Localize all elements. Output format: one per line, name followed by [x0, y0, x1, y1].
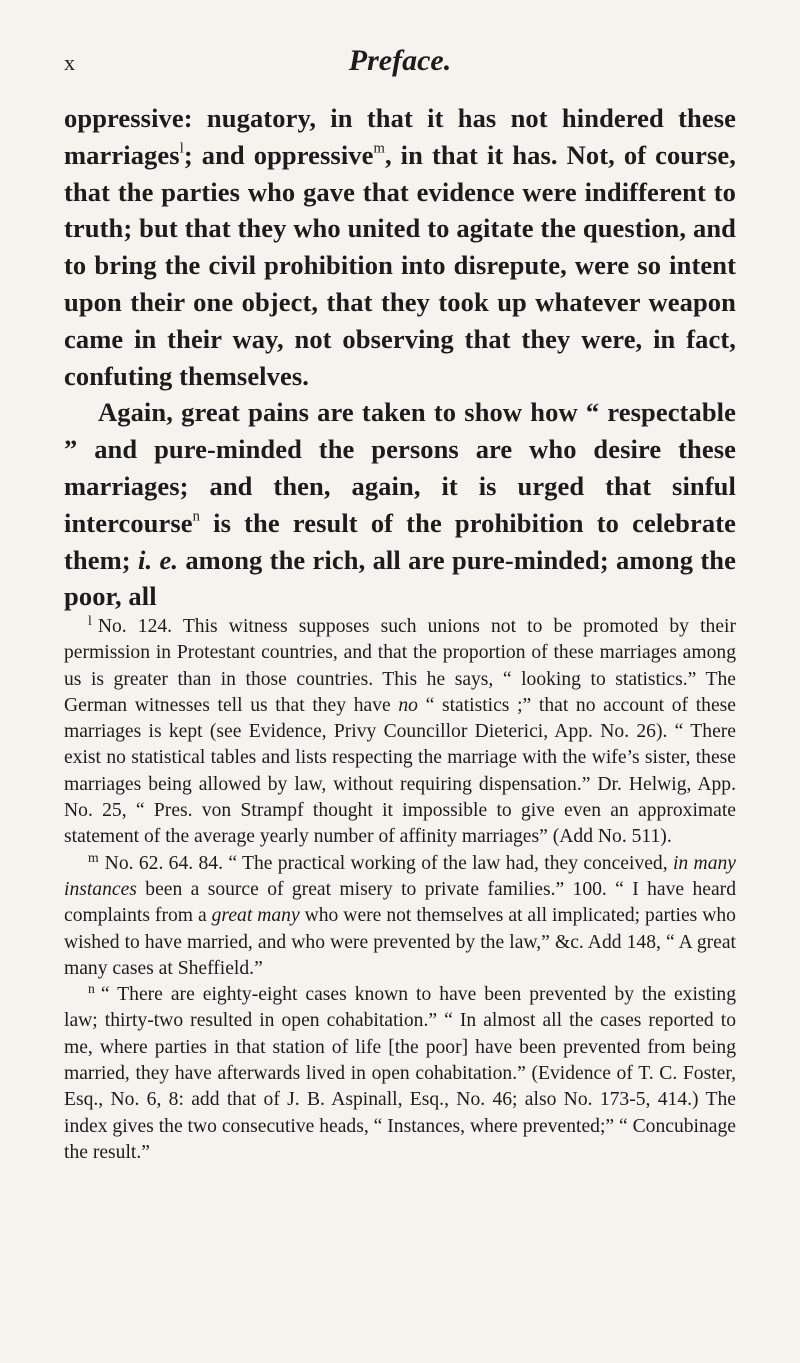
footnote-ref-n: n: [192, 508, 201, 525]
footnote-ref-l: l: [179, 140, 184, 157]
footnote-n: $^n$ “ There are eighty-eight cases known to have been prevented by the existing law; thirty-two resulted in open cohabitation.” “ In almost all the cases reported to me, where parties in that station of life [the poor] have been prevented from being married, they have afterwards lived in open cohabitation.” (Evidence of T. C. Foster, Esq., No. 6, 8: add that of J. B. Aspinall, Esq., No. 46; also No. 173-5, 414.) The index gives the two consecutive heads, “ Instances, where prevented;” “ Concubinage the result.”: [64, 981, 736, 1163]
footnote-ref-m: m: [373, 140, 385, 157]
paragraph-2: Again, great pains are taken to show how “ respectable ” and pure-minded the persons are who desire these marriages; and then, again, it is urged that sinful intercourse$^n$ is the result of the prohibition to celebrate them; i. e. among the rich, all are pure-minded; among the poor, all: [64, 397, 736, 612]
footnote-m: $^m$ No. 62. 64. 84. “ The practical working of the law had, they conceived, in many instances been a source of great misery to private families.” 100. “ I have heard complaints from a great many who were not themselves at all implicated; parties who wished to have married, and who were prevented by the law,” &c. Add 148, “ A great many cases at Sheffield.”: [64, 849, 736, 979]
footnote-marker: n: [88, 981, 95, 997]
page-number: x: [64, 50, 76, 75]
running-title: Preface.: [348, 44, 452, 77]
footnote-marker: l: [88, 613, 92, 629]
main-text: [64, 100, 736, 615]
footnotes: [64, 614, 736, 1166]
page-header: [64, 44, 736, 80]
footnote-l: $^l$ No. 124. This witness supposes such unions not to be promoted by their permission in Protestant countries, and that the proportion of these marriages among us is greater than in those countries. This he says, “ looking to statistics.” The German witnesses tell us that they have no “ statistics ;” that no account of these marriages is kept (see Evidence, Privy Councillor Dieterici, App. No. 26). “ There exist no statistical tables and lists respecting the marriage with the wife’s sister, these marriages being allowed by law, without requiring dispensation.” Dr. Helwig, App. No. 25, “ Pres. von Strampf thought it impossible to give even an approximate statement of the average yearly number of affinity marriages” (Add No. 511).: [64, 613, 736, 848]
footnote-marker: m: [88, 849, 99, 865]
paragraph-1: oppressive: nugatory, in that it has not hindered these marriages$^l$; and oppressive$^m$, in that it has. Not, of course, that the parties who gave that evidence were indifferent to truth; but that they who united to agitate the question, and to bring the civil prohibition into disrepute, were so intent upon their one object, that they took up whatever weapon came in their way, not observing that they were, in fact, confuting themselves.: [64, 103, 737, 391]
